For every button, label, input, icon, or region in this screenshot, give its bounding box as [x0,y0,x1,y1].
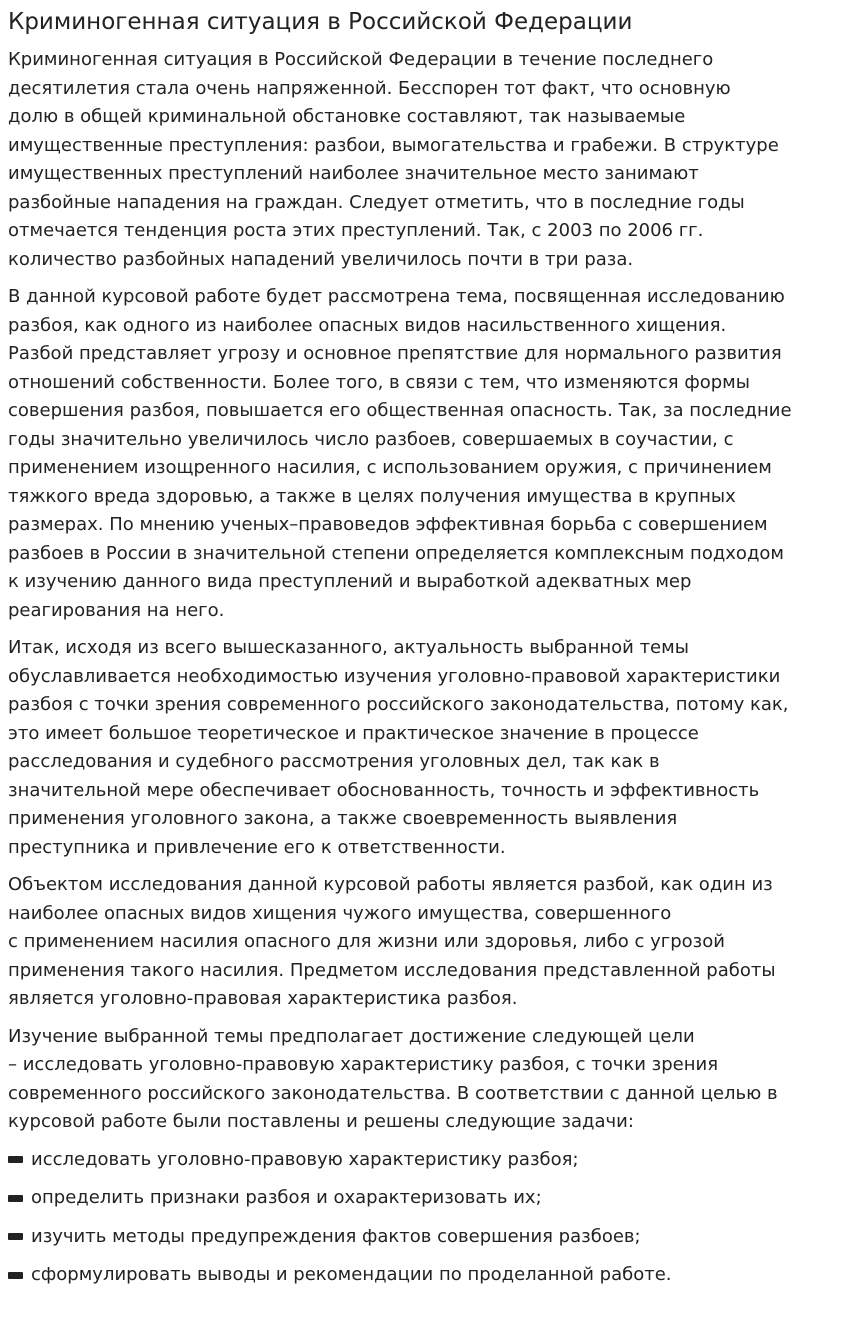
list-item [8,1223,839,1252]
list-item [8,1184,839,1213]
paragraph-object: Объектом исследования данной курсовой работы является разбой, как один из наиболее опасных видов хищения чужого имущества, совершенного с применением насилия опасного для жизни или здоровья, либо с угрозой применения такого насилия. Предметом исследования представленной работы является уголовно-правовая характеристика разбоя. [8,874,776,1009]
dash-bullet-icon [8,1272,23,1279]
paragraph-goal: Изучение выбранной темы предполагает достижение следующей цели – исследовать уголовно-правовую характеристику разбоя, с точки зрения современного российского законодательства. В соответствии с данной целью в курсовой работе были поставлены и решены следующие задачи: [8,1025,778,1132]
paragraph-relevance: Итак, исходя из всего вышесказанного, актуальность выбранной темы обуславливается необходимостью изучения уголовно-правовой характеристики разбоя с точки зрения современного российского законодательства, потому как, это имеет большое теоретическое и практическое значение в процессе расследования и судебного рассмотрения уголовных дел, так как в значительной мере обеспечивает обоснованность, точность и эффективность применения уголовного закона, а также своевременность выявления преступника и привлечение его к ответственности. [8,637,789,858]
dash-bullet-icon [8,1195,23,1202]
paragraph-intro: Криминогенная ситуация в Российской Федерации в течение последнего десятилетия стала очень напряженной. Бесспорен тот факт, что основную долю в общей криминальной обстановке составляют, так называемые имущественные преступления: разбои, вымогательства и грабежи. В структуре имущественных преступлений наиболее значительное место занимают разбойные нападения на граждан. Следует отметить, что в последние годы отмечается тенденция роста этих преступлений. Так, с 2003 по 2006 гг. количество разбойных нападений увеличилось почти в три раза. [8,49,779,270]
list-item [8,1146,839,1175]
paragraph-topic: В данной курсовой работе будет рассмотрена тема, посвященная исследованию разбоя, как одного из наиболее опасных видов насильственного хищения. Разбой представляет угрозу и основное препятствие для нормального развития отношений собственности. Более того, в связи с тем, что изменяются формы совершения разбоя, повышается его общественная опасность. Так, за последние годы значительно увеличилось число разбоев, совершаемых в соучастии, с применением изощренного насилия, с использованием оружия, с причинением тяжкого вреда здоровью, а также в целях получения имущества в крупных размерах. По мнению ученых–правоведов эффективная борьба с совершением разбоев в России в значительной степени определяется комплексным подходом к изучению данного вида преступлений и выработкой адекватных мер реагирования на него. [8,286,792,621]
list-item-text: определить признаки разбоя и охарактеризовать их; [31,1187,542,1208]
dash-bullet-icon [8,1156,23,1163]
list-item-text: изучить методы предупреждения фактов совершения разбоев; [31,1225,641,1247]
list-item-text: сформулировать выводы и рекомендации по проделанной работе. [31,1264,672,1285]
list-item [8,1261,839,1290]
dash-bullet-icon [8,1233,23,1240]
tasks-list [8,1146,839,1290]
page-title: Криминогенная ситуация в Российской Федерации [8,9,633,35]
list-item-text: исследовать уголовно-правовую характеристику разбоя; [31,1148,579,1170]
